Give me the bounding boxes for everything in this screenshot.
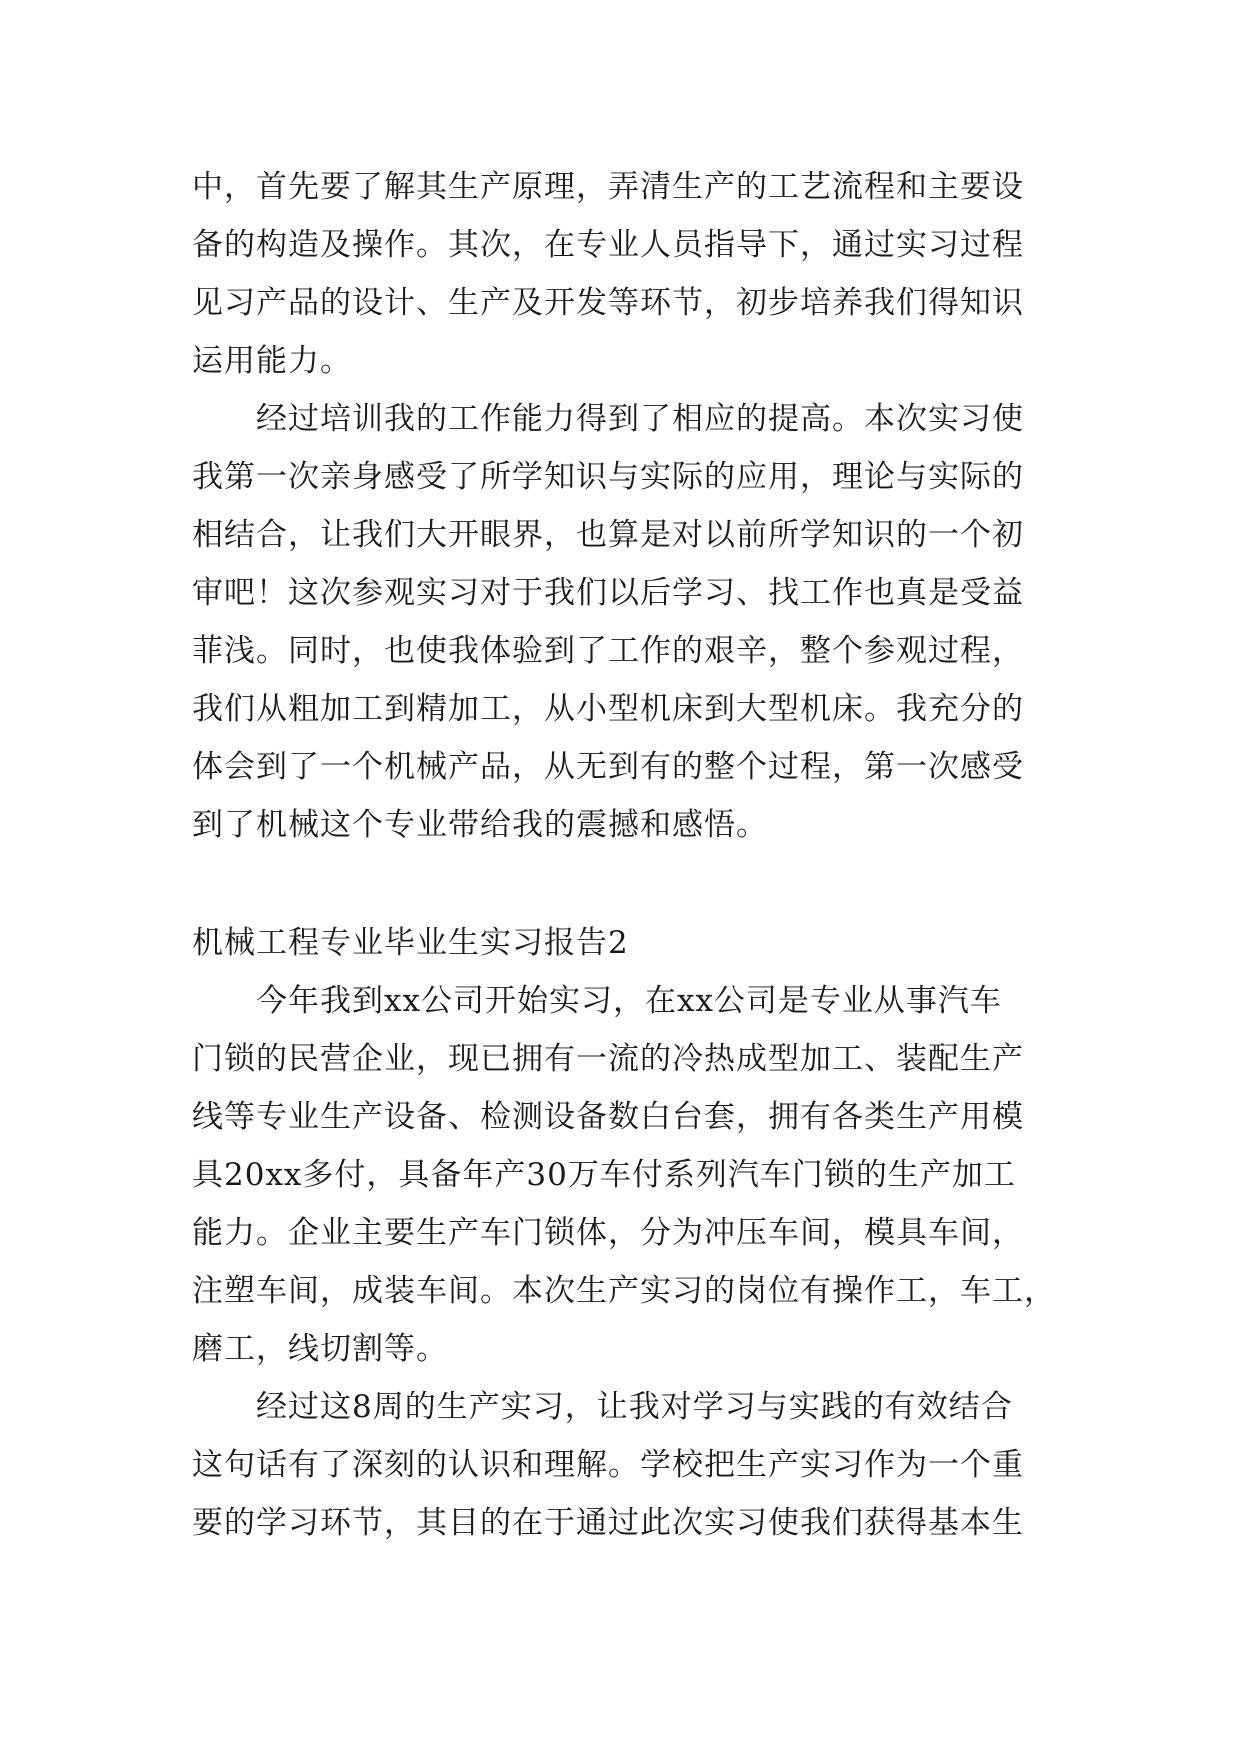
text-line: 磨工，线切割等。 bbox=[192, 1331, 448, 1367]
paragraph-training bbox=[192, 390, 1062, 854]
text-line: 要的学习环节，其目的在于通过此次实习使我们获得基本生 bbox=[192, 1505, 1024, 1541]
text-line: 这句话有了深刻的认识和理解。学校把生产实习作为一个重 bbox=[192, 1447, 1024, 1483]
paragraph-company bbox=[192, 972, 1062, 1378]
text-line: 运用能力。 bbox=[192, 343, 352, 379]
document-page bbox=[192, 158, 1062, 1552]
text-line: 中，首先要了解其生产原理，弄清生产的工艺流程和主要设 bbox=[192, 169, 1024, 205]
paragraph-continued bbox=[192, 158, 1062, 390]
section-gap bbox=[192, 854, 1062, 914]
text-line: 门锁的民营企业，现已拥有一流的冷热成型加工、装配生产 bbox=[192, 1041, 1024, 1077]
text-line: 我第一次亲身感受了所学知识与实际的应用，理论与实际的 bbox=[192, 459, 1024, 495]
text-line: 见习产品的设计、生产及开发等环节，初步培养我们得知识 bbox=[192, 285, 1024, 321]
text-line: 线等专业生产设备、检测设备数白台套，拥有各类生产用模 bbox=[192, 1099, 1024, 1135]
text-line: 备的构造及操作。其次，在专业人员指导下，通过实习过程 bbox=[192, 227, 1024, 263]
text-line: 注塑车间，成装车间。本次生产实习的岗位有操作工，车工， bbox=[192, 1273, 1056, 1309]
text-line: 经过培训我的工作能力得到了相应的提高。本次实习使 bbox=[256, 401, 1024, 437]
text-line: 菲浅。同时，也使我体验到了工作的艰辛，整个参观过程， bbox=[192, 633, 1024, 669]
section-heading: 机械工程专业毕业生实习报告2 bbox=[192, 925, 629, 961]
text-line: 经过这8周的生产实习，让我对学习与实践的有效结合 bbox=[256, 1389, 1013, 1425]
paragraph-eight-weeks bbox=[192, 1378, 1062, 1552]
text-line: 具20xx多付，具备年产30万车付系列汽车门锁的生产加工 bbox=[192, 1157, 1016, 1193]
text-line: 审吧！这次参观实习对于我们以后学习、找工作也真是受益 bbox=[192, 575, 1024, 611]
text-line: 能力。企业主要生产车门锁体，分为冲压车间，模具车间， bbox=[192, 1215, 1024, 1251]
text-line: 相结合，让我们大开眼界，也算是对以前所学知识的一个初 bbox=[192, 517, 1024, 553]
text-line: 我们从粗加工到精加工，从小型机床到大型机床。我充分的 bbox=[192, 691, 1024, 727]
text-line: 体会到了一个机械产品，从无到有的整个过程，第一次感受 bbox=[192, 749, 1024, 785]
text-line: 到了机械这个专业带给我的震撼和感悟。 bbox=[192, 807, 768, 843]
text-line: 今年我到xx公司开始实习，在xx公司是专业从事汽车 bbox=[256, 983, 1002, 1019]
